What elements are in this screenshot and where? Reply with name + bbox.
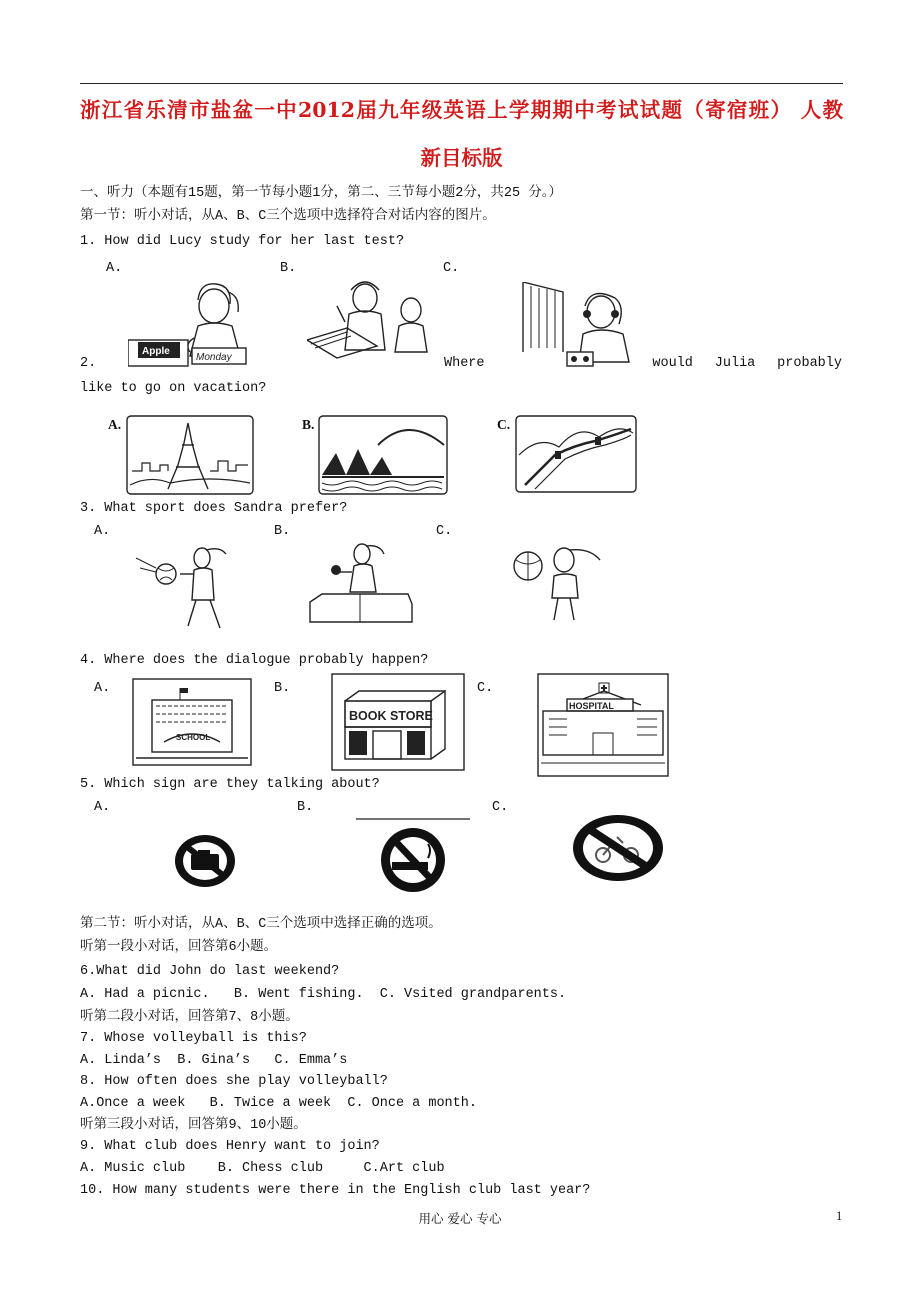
q2-option-b: B. <box>302 417 315 432</box>
q2-image-b-sydney-opera-house <box>318 415 448 495</box>
q5-option-c: C. <box>492 800 509 815</box>
q2-word-probably: probably <box>777 356 842 371</box>
q1-card-monday: Monday <box>196 352 232 363</box>
q5-option-b: B. <box>297 800 314 815</box>
q3-image-a-volleyball <box>132 542 236 634</box>
part2-instruction: 第二节：听小对话，从A、B、C三个选项中选择正确的选项。 <box>80 917 442 932</box>
q2-word-julia: Julia <box>714 356 756 371</box>
q1-card-apple: Apple <box>142 346 170 357</box>
q4-option-a: A. <box>94 681 111 696</box>
q2-word-where: Where <box>444 356 485 371</box>
q4-image-a-school <box>132 678 252 766</box>
q2-option-c: C. <box>497 417 511 432</box>
q5-image-a-no-cameras-sign <box>172 832 238 890</box>
section-heading: 一、听力（本题有15题，第一节每小题1分，第二、三节每小题2分，共25 分。） <box>80 186 562 201</box>
question-2-line2: like to go on vacation? <box>80 381 267 396</box>
question-6-options: A. Had a picnic. B. Went fishing. C. Vsited grandparents. <box>80 987 567 1002</box>
q3-option-c: C. <box>436 524 453 539</box>
question-8-options: A.Once a week B. Twice a week C. Once a month. <box>80 1096 477 1111</box>
q5-image-b-no-smoking-sign <box>356 818 470 894</box>
question-3: 3. What sport does Sandra prefer? <box>80 501 348 516</box>
question-2-line1 <box>80 357 842 371</box>
q2-option-a: A. <box>108 417 122 432</box>
question-10: 10. How many students were there in the English club last year? <box>80 1183 591 1198</box>
q1-image-b-teacher-and-student <box>307 280 435 360</box>
q1-option-a: A. <box>106 261 123 276</box>
header-rule <box>80 83 843 84</box>
q4-sign-school: SCHOOL <box>176 733 211 742</box>
document-title-line1: 浙江省乐清市盐盆一中2012届九年级英语上学期期中考试试题（寄宿班） 人教 <box>80 98 843 122</box>
q3-image-b-ping-pong <box>306 542 416 632</box>
question-7: 7. Whose volleyball is this? <box>80 1031 307 1046</box>
question-6: 6.What did John do last weekend? <box>80 964 340 979</box>
q3-option-a: A. <box>94 524 111 539</box>
question-7-options: A. Linda’s B. Gina’s C. Emma’s <box>80 1053 348 1068</box>
question-9-options: A. Music club B. Chess club C.Art club <box>80 1161 445 1176</box>
question-9: 9. What club does Henry want to join? <box>80 1139 380 1154</box>
footer-motto: 用心 爱心 专心 <box>418 1211 502 1226</box>
q4-option-b: B. <box>274 681 291 696</box>
q4-sign-hospital: HOSPITAL <box>569 701 614 711</box>
question-8: 8. How often does she play volleyball? <box>80 1074 388 1089</box>
q2-image-a-eiffel-tower <box>126 415 254 495</box>
q4-sign-book-store: BOOK STORE <box>349 709 433 723</box>
question-4: 4. Where does the dialogue probably happen? <box>80 653 429 668</box>
question-5: 5. Which sign are they talking about? <box>80 777 380 792</box>
q3-image-c-basketball <box>512 546 608 622</box>
q4-image-b-book-store <box>331 673 465 771</box>
document-title-line2: 新目标版 <box>420 146 503 170</box>
q1-option-c: C. <box>443 261 460 276</box>
q3-option-b: B. <box>274 524 291 539</box>
dialogue-1-instruction: 听第一段小对话，回答第6小题。 <box>80 940 278 955</box>
q4-image-c-hospital <box>537 673 669 777</box>
q2-image-c-great-wall <box>515 415 637 493</box>
q4-option-c: C. <box>477 681 494 696</box>
q1-option-b: B. <box>280 261 297 276</box>
q5-image-c-no-cycling-sign <box>571 813 665 883</box>
q2-word-would: would <box>652 356 693 371</box>
page-number: 1 <box>836 1209 843 1223</box>
dialogue-3-instruction: 听第三段小对话，回答第9、10小题。 <box>80 1118 307 1133</box>
dialogue-2-instruction: 听第二段小对话，回答第7、8小题。 <box>80 1010 299 1025</box>
q1-image-a-girl-with-flashcards <box>128 278 260 368</box>
part1-instruction: 第一节：听小对话，从A、B、C三个选项中选择符合对话内容的图片。 <box>80 209 496 224</box>
q2-number: 2. <box>80 356 97 371</box>
q5-option-a: A. <box>94 800 111 815</box>
question-1: 1. How did Lucy study for her last test? <box>80 234 405 249</box>
